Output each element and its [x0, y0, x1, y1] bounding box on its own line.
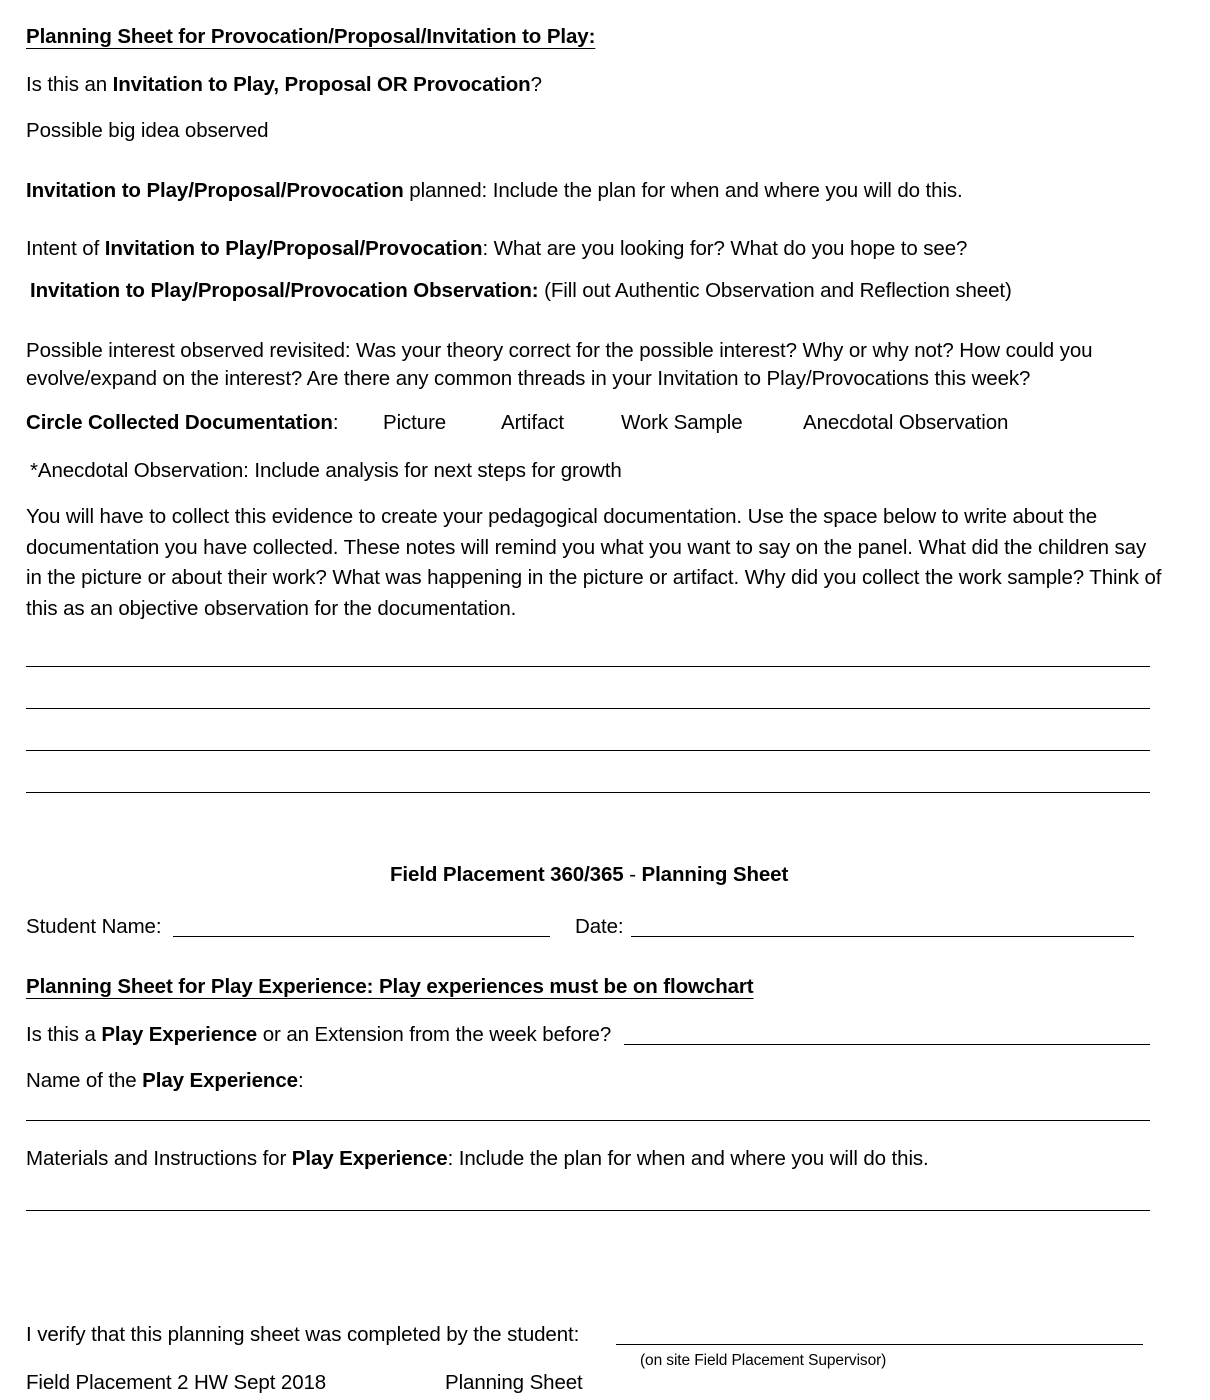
- verify-label: I verify that this planning sheet was completed by the student:: [26, 1323, 580, 1346]
- provocation-heading: Planning Sheet for Provocation/Proposal/Invitation to Play:: [26, 25, 596, 48]
- circle-documentation-label: Circle Collected Documentation:: [26, 411, 339, 434]
- play-name-label: Name of the Play Experience:: [26, 1069, 304, 1092]
- doc-option-artifact[interactable]: Artifact: [501, 411, 564, 434]
- writing-line-2[interactable]: [26, 708, 1150, 709]
- materials-prompt: Materials and Instructions for Play Experience: Include the plan for when and where you will do this.: [26, 1147, 929, 1170]
- writing-line-3[interactable]: [26, 750, 1150, 751]
- intent-prompt: Intent of Invitation to Play/Proposal/Provocation: What are you looking for? What do you hope to see?: [26, 237, 968, 260]
- doc-option-anecdotal-observation[interactable]: Anecdotal Observation: [803, 411, 1009, 434]
- writing-line-4[interactable]: [26, 792, 1150, 793]
- play-type-answer-field[interactable]: [624, 1044, 1150, 1045]
- planned-prompt: Invitation to Play/Proposal/Provocation planned: Include the plan for when and where you will do this.: [26, 179, 963, 202]
- evidence-paragraph: You will have to collect this evidence to create your pedagogical documentation. Use the space below to write about the documentation you have collected. These notes will remind you what you want to say on the panel. What did the children say in the picture or about their work? What was happening in the picture or artifact. Why did you collect the work sample? Think of this as an objective observation for the documentation.: [26, 505, 1162, 620]
- type-question: Is this an Invitation to Play, Proposal OR Provocation?: [26, 73, 542, 96]
- play-type-question: Is this a Play Experience or an Extension from the week before?: [26, 1023, 612, 1046]
- student-name-field[interactable]: [173, 936, 550, 937]
- observation-prompt: Invitation to Play/Proposal/Provocation Observation: (Fill out Authentic Observation and Reflection sheet): [30, 279, 1012, 302]
- doc-option-work-sample[interactable]: Work Sample: [621, 411, 743, 434]
- supervisor-signature-field[interactable]: [616, 1344, 1143, 1345]
- doc-option-picture[interactable]: Picture: [383, 411, 447, 434]
- big-idea-prompt: Possible big idea observed: [26, 119, 269, 142]
- play-heading: Planning Sheet for Play Experience: Play experiences must be on flowchart: [26, 975, 754, 998]
- sheet-title: Field Placement 360/365 - Planning Sheet: [390, 863, 789, 886]
- date-label: Date:: [575, 915, 624, 938]
- writing-line-1[interactable]: [26, 666, 1150, 667]
- footer-center: Planning Sheet: [445, 1371, 583, 1394]
- play-name-field[interactable]: [26, 1120, 1150, 1121]
- interest-prompt-line2: evolve/expand on the interest? Are there any common threads in your Invitation to Play/Provocations this week?: [26, 367, 1031, 390]
- supervisor-note: (on site Field Placement Supervisor): [640, 1352, 887, 1369]
- student-name-label: Student Name:: [26, 915, 162, 938]
- interest-prompt-line1: Possible interest observed revisited: Was your theory correct for the possible interest? Why or why not? How could you: [26, 339, 1093, 362]
- anecdotal-note: *Anecdotal Observation: Include analysis for next steps for growth: [30, 459, 622, 482]
- materials-field[interactable]: [26, 1210, 1150, 1211]
- date-field[interactable]: [631, 936, 1134, 937]
- footer-left: Field Placement 2 HW Sept 2018: [26, 1371, 327, 1394]
